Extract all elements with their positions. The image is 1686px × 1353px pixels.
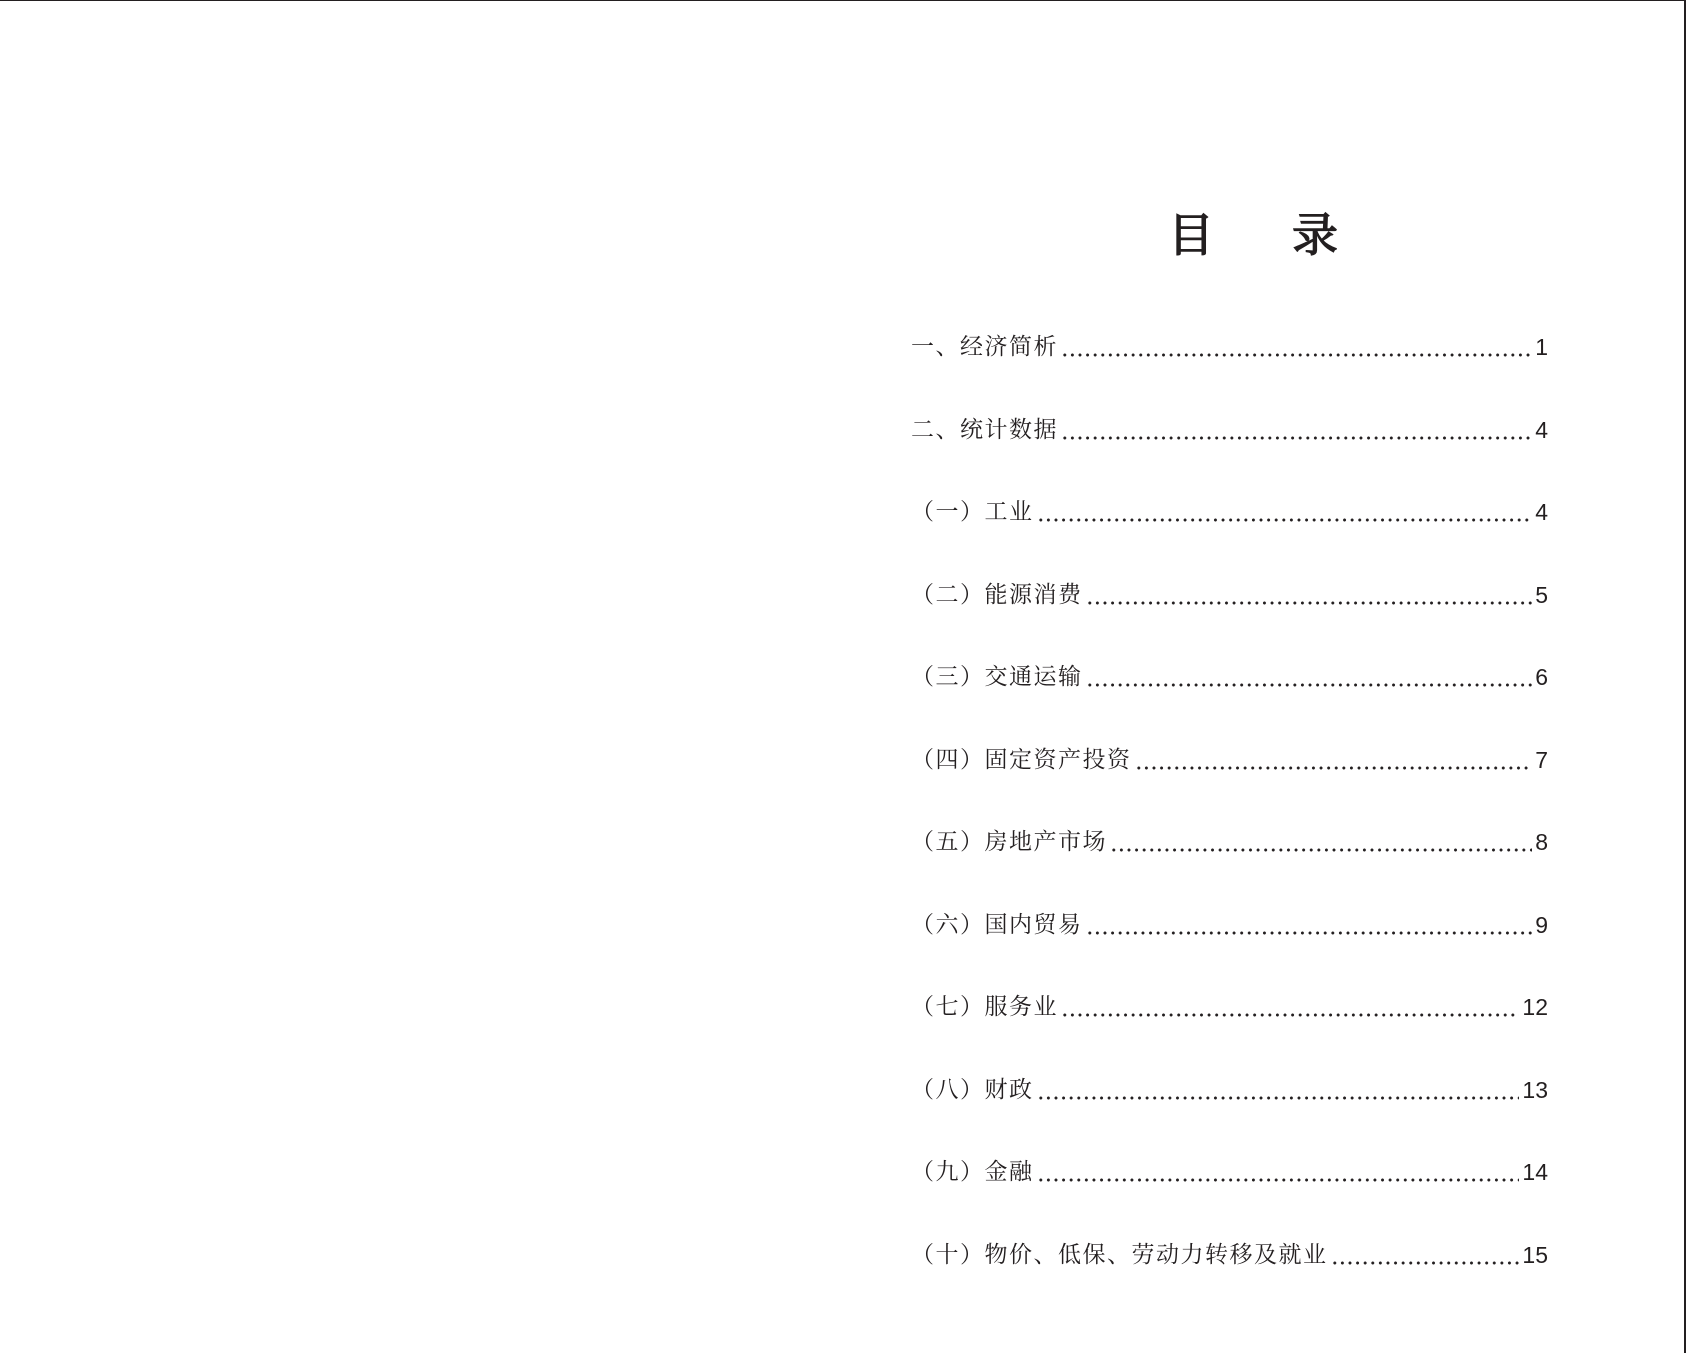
dot-leader	[1061, 326, 1532, 368]
dot-leader	[1037, 491, 1533, 533]
toc-entry-label: （五）房地产市场	[911, 829, 1107, 855]
toc-entry-label: （六）国内贸易	[911, 911, 1083, 938]
dot-leader	[1061, 986, 1519, 1028]
toc-entry-energy-consumption[interactable]	[911, 574, 1548, 657]
toc-entry-statistics[interactable]	[911, 409, 1548, 492]
toc-entry-page-number: 4	[1535, 416, 1548, 443]
dot-leader	[1331, 1234, 1520, 1276]
toc-entry-label: （一）工业	[911, 499, 1034, 525]
toc-entry-transportation[interactable]	[911, 656, 1548, 739]
toc-entry-page-number: 15	[1522, 1241, 1548, 1268]
table-of-contents	[911, 326, 1548, 1316]
toc-entry-domestic-trade[interactable]	[911, 904, 1548, 987]
title-char-1: 目	[1168, 208, 1214, 262]
toc-entry-industry[interactable]	[911, 491, 1548, 574]
dot-leader	[1061, 409, 1532, 451]
toc-entry-page-number: 4	[1535, 499, 1548, 525]
toc-entry-page-number: 14	[1522, 1159, 1548, 1185]
toc-entry-page-number: 13	[1522, 1076, 1548, 1103]
toc-entry-label: （九）金融	[911, 1159, 1034, 1185]
dot-leader	[1110, 821, 1532, 863]
toc-entry-economic-analysis[interactable]	[911, 326, 1548, 409]
toc-entry-page-number: 5	[1535, 581, 1548, 608]
toc-entry-label: （三）交通运输	[911, 664, 1083, 690]
dot-leader	[1086, 656, 1533, 698]
dot-leader	[1086, 574, 1533, 616]
dot-leader	[1037, 1151, 1520, 1193]
dot-leader	[1086, 904, 1533, 946]
toc-entry-prices-welfare-employment[interactable]	[911, 1234, 1548, 1317]
toc-entry-page-number: 12	[1522, 994, 1548, 1020]
toc-entry-banking[interactable]	[911, 1151, 1548, 1234]
toc-entry-services[interactable]	[911, 986, 1548, 1069]
toc-entry-label: （二）能源消费	[911, 581, 1083, 608]
toc-entry-label: （八）财政	[911, 1076, 1034, 1103]
toc-entry-label: （四）固定资产投资	[911, 746, 1132, 773]
toc-entry-page-number: 6	[1535, 664, 1548, 690]
toc-entry-page-number: 7	[1535, 746, 1548, 773]
page-top-border	[0, 0, 1686, 1]
toc-entry-page-number: 9	[1535, 911, 1548, 938]
toc-entry-label: （十）物价、低保、劳动力转移及就业	[911, 1241, 1328, 1268]
toc-entry-fixed-asset-investment[interactable]	[911, 739, 1548, 822]
toc-entry-label: 一、经济简析	[911, 334, 1058, 360]
toc-entry-page-number: 8	[1535, 829, 1548, 855]
toc-entry-label: 二、统计数据	[911, 416, 1058, 443]
toc-entry-public-finance[interactable]	[911, 1069, 1548, 1152]
toc-entry-real-estate-market[interactable]	[911, 821, 1548, 904]
toc-entry-label: （七）服务业	[911, 994, 1058, 1020]
title-char-2: 录	[1292, 208, 1338, 262]
page-title	[1168, 205, 1338, 265]
dot-leader	[1135, 739, 1533, 781]
dot-leader	[1037, 1069, 1520, 1111]
toc-entry-page-number: 1	[1535, 334, 1548, 360]
